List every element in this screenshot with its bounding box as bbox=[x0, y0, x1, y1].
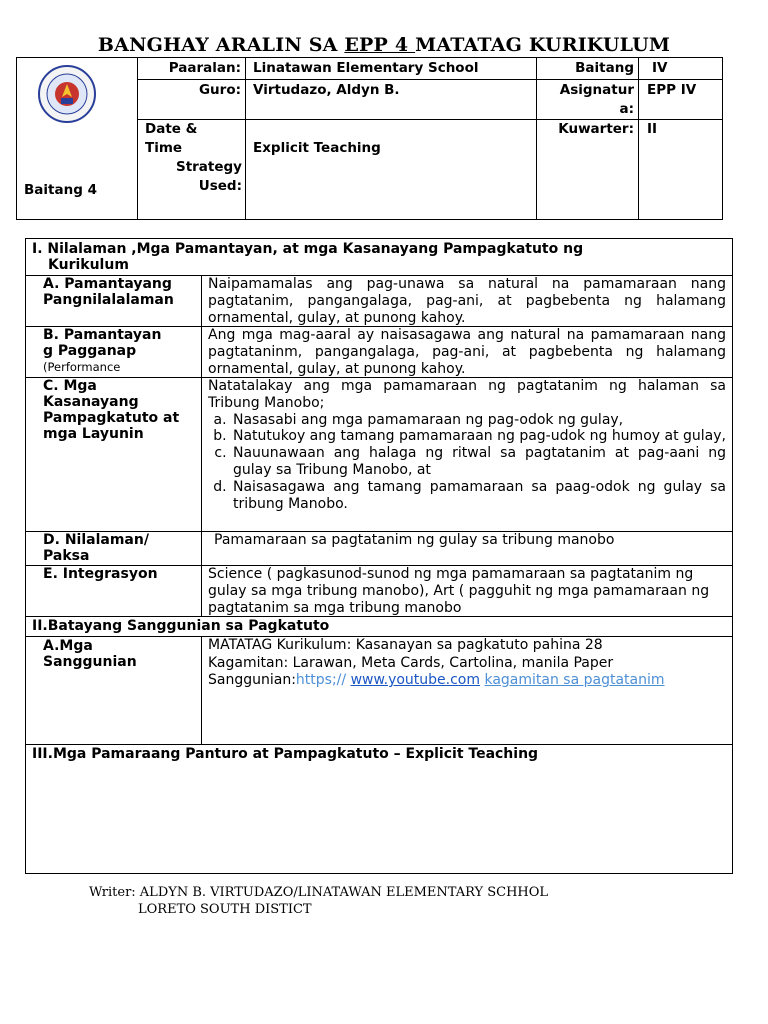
section-3-row bbox=[26, 744, 732, 873]
row-d-text: Pamamaraan sa pagtatanim ng gulay sa tribung manobo bbox=[214, 532, 615, 548]
row-integrasyon bbox=[26, 565, 732, 617]
row-pamantayan-pagganap bbox=[26, 326, 732, 378]
label-cell bbox=[26, 566, 202, 617]
title-prefix: BANGHAY ARALIN SA bbox=[97, 34, 345, 56]
writer-line-2: LORETO SOUTH DISTICT bbox=[138, 902, 312, 917]
header-table bbox=[16, 57, 723, 220]
header-divider bbox=[245, 58, 246, 219]
label-cell bbox=[26, 637, 202, 745]
section-3-heading: III.Mga Pamaraang Panturo at Pampagkatuto – Explicit Teaching bbox=[32, 746, 539, 762]
strategy-label-2: Used: bbox=[198, 178, 242, 194]
paaralan-value: Linatawan Elementary School bbox=[253, 60, 479, 76]
row-pamantayang-pangnilalaman bbox=[26, 275, 732, 327]
content-cell bbox=[202, 327, 732, 378]
row-nilalaman-paksa bbox=[26, 531, 732, 566]
header-divider bbox=[137, 119, 722, 120]
row-c-text bbox=[202, 378, 732, 512]
objectives-intro: Natatalakay ang mga pamamaraan ng pagtatanim ng halaman sa Tribung Manobo; bbox=[208, 378, 726, 411]
list-item: b. Natutukoy ang tamang pamamaraan ng pag-udok ng humoy at gulay, bbox=[231, 428, 726, 445]
section-1-heading-row bbox=[26, 239, 732, 275]
youtube-link[interactable]: www.youtube.com bbox=[350, 672, 481, 688]
label-cell bbox=[26, 378, 202, 532]
references-text bbox=[202, 637, 732, 690]
deped-seal-icon bbox=[37, 64, 97, 124]
kuwarter-value: II bbox=[647, 121, 658, 137]
reference-line-1: MATATAG Kurikulum: Kasanayan sa pagkatuto pahina 28 bbox=[208, 637, 603, 653]
label-cell bbox=[26, 276, 202, 327]
row-a-label: A. Pamantayang Pangnilalalaman bbox=[43, 276, 174, 308]
guro-label: Guro: bbox=[198, 82, 241, 98]
row-c-label: C. Mga Kasanayang Pampagkatuto at mga Layunin bbox=[43, 378, 180, 442]
asignatura-label-1: Asignatur bbox=[559, 82, 634, 98]
paaralan-label: Paaralan: bbox=[168, 60, 241, 76]
baitang-value: IV bbox=[652, 60, 668, 76]
content-cell bbox=[202, 566, 732, 617]
reference-line-2: Kagamitan: Larawan, Meta Cards, Cartolina, manila Paper bbox=[208, 654, 614, 671]
list-item: c. Nauunawaan ang halaga ng ritwal sa pagtatanim at pag-aani ng gulay sa Tribung Manobo, at bbox=[231, 445, 726, 479]
title-suffix: MATATAG KURIKULUM bbox=[415, 34, 671, 56]
row-e-label: E. Integrasyon bbox=[43, 566, 158, 582]
list-item: a. Nasasabi ang mga pamamaraan ng pag-odok ng gulay, bbox=[231, 412, 726, 429]
baitang-label: Baitang bbox=[575, 60, 634, 76]
section-2-heading: II.Batayang Sanggunian sa Pagkatuto bbox=[32, 618, 330, 634]
content-cell bbox=[202, 637, 732, 745]
header-divider bbox=[137, 79, 722, 80]
strategy-label-1: Strategy bbox=[175, 159, 242, 175]
list-item: d. Naisasagawa ang tamang pamamaraan sa paag-odok ng gulay sa tribung Manobo. bbox=[231, 479, 726, 513]
content-cell bbox=[202, 532, 732, 566]
writer-credit bbox=[89, 884, 548, 918]
row-sanggunian-label: A.Mga Sanggunian bbox=[43, 638, 137, 670]
section-2-heading-row bbox=[26, 616, 732, 637]
label-cell bbox=[26, 327, 202, 378]
row-b-label: B. Pamantayan g Pagganap (Performance bbox=[43, 327, 162, 374]
kagamitan-link[interactable]: kagamitan sa pagtatanim bbox=[484, 672, 665, 688]
row-sanggunian bbox=[26, 636, 732, 745]
lesson-plan-table bbox=[25, 238, 733, 874]
date-label-1: Date & bbox=[145, 121, 198, 137]
asignatura-value: EPP IV bbox=[647, 82, 697, 98]
link-scheme: https;// bbox=[295, 672, 351, 688]
section-1-heading: I. Nilalaman ,Mga Pamantayan, at mga Kasanayang Pampagkatuto ng Kurikulum bbox=[32, 241, 584, 273]
row-e-text: Science ( pagkasunod-sunod ng mga pamamaraan sa pagtatanim ng gulay sa mga tribung manobo), Art ( pagguhit ng mga pamamaraan ng pagtatanim sa mga tribung manobo bbox=[208, 566, 710, 616]
row-d-label: D. Nilalaman/ Paksa bbox=[43, 532, 149, 564]
asignatura-label-2: a: bbox=[619, 101, 634, 117]
baitang-4-label: Baitang 4 bbox=[24, 182, 97, 198]
title-subject: EPP 4 bbox=[344, 34, 416, 56]
content-cell bbox=[202, 378, 732, 532]
kuwarter-label: Kuwarter: bbox=[558, 121, 634, 137]
writer-line-1: Writer: ALDYN B. VIRTUDAZO/LINATAWAN ELEMENTARY SCHHOL bbox=[89, 885, 549, 900]
row-b-text: Ang mga mag-aaral ay naisasagawa ang natural na pamamaraan nang pagtataninm, pangangalaga, pag-ani, at pagbebenta ng halamang ornamental, gulay, at punong kahoy. bbox=[208, 327, 726, 377]
guro-value: Virtudazo, Aldyn B. bbox=[253, 82, 400, 98]
date-label-2: Time bbox=[145, 140, 183, 156]
row-kasanayang-pampagkatuto bbox=[26, 377, 732, 532]
header-divider bbox=[638, 58, 639, 219]
document-title bbox=[0, 33, 768, 57]
strategy-value: Explicit Teaching bbox=[253, 140, 381, 156]
row-a-text: Naipamamalas ang pag-unawa sa natural na pamamaraan nang pagtatanim, pangangalaga, pag-ani, at pagbebenta ng halamang ornamental, gulay, at punong kahoy. bbox=[208, 276, 726, 326]
content-cell bbox=[202, 276, 732, 327]
objectives-list bbox=[208, 412, 726, 513]
reference-line-3: Sanggunian:https;// www.youtube.com kagamitan sa pagtatanim bbox=[208, 672, 665, 688]
label-cell bbox=[26, 532, 202, 566]
